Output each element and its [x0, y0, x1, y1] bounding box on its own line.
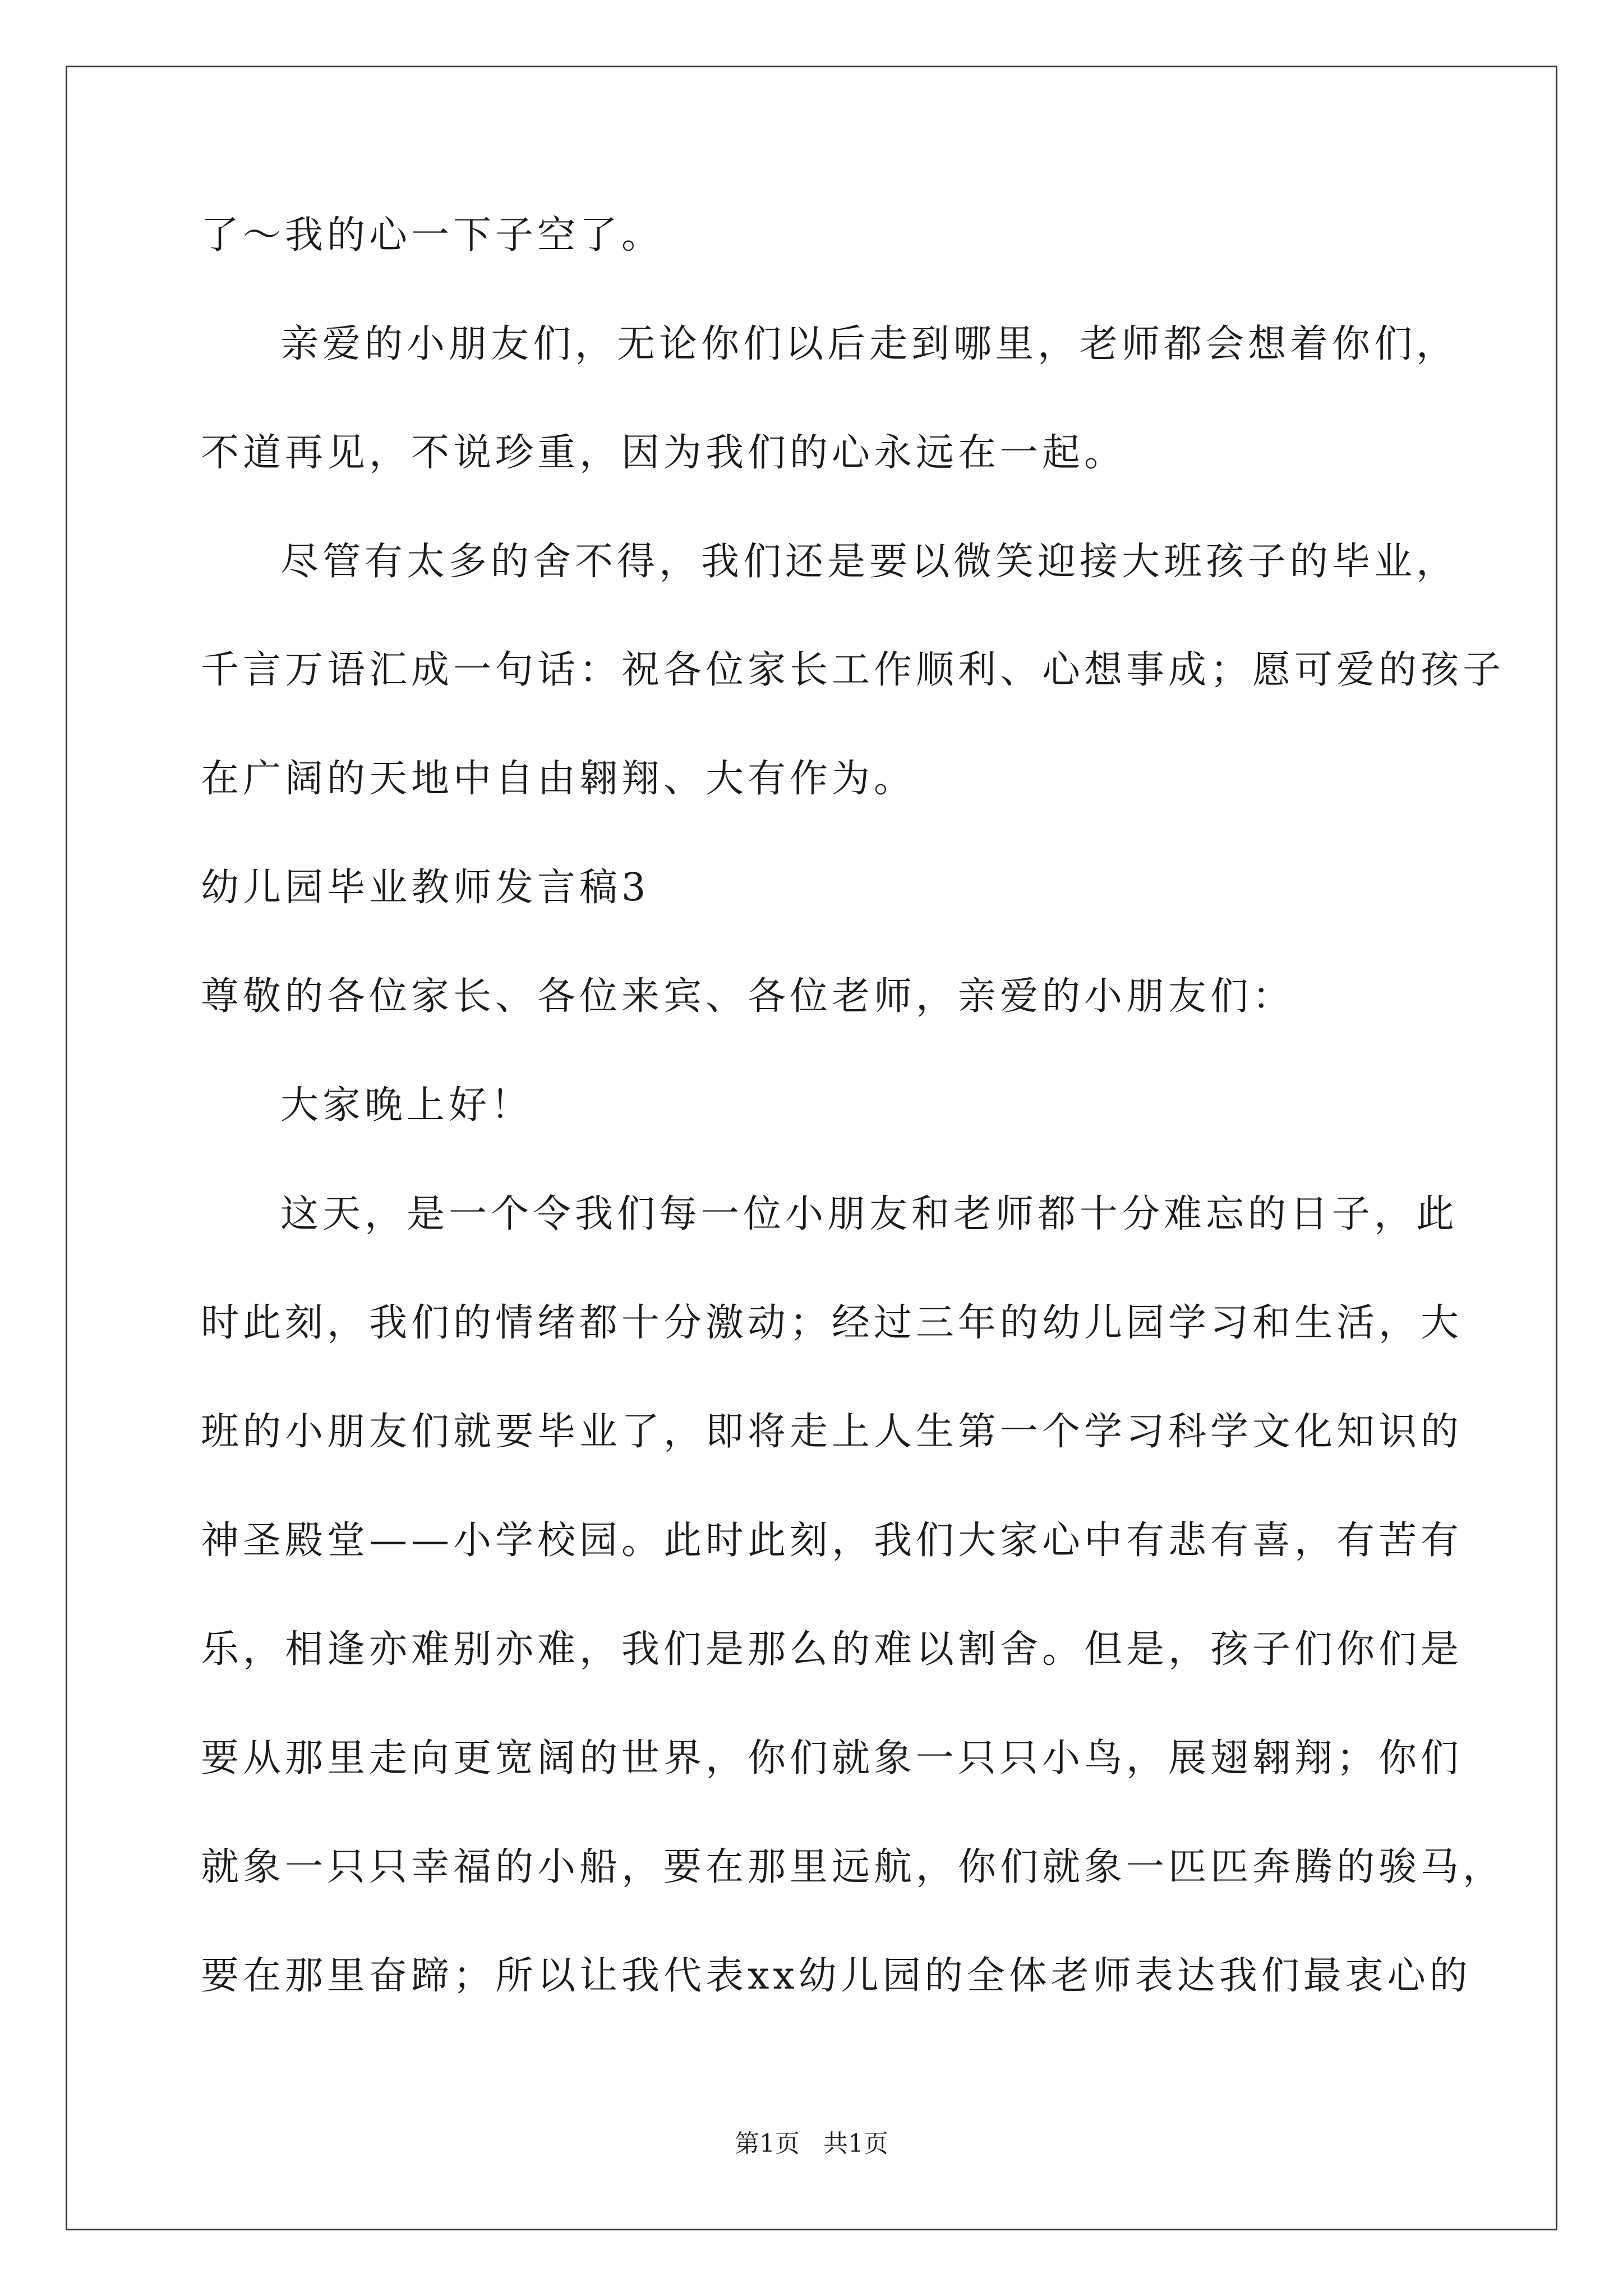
page-border [66, 66, 1557, 2230]
text-line: 要从那里走向更宽阔的世界，你们就象一只只小鸟，展翅翱翔；你们 [201, 1736, 1463, 1780]
section-heading: 幼儿园毕业教师发言稿3 [201, 866, 650, 910]
text-line: 在广阔的天地中自由翱翔、大有作为。 [201, 757, 916, 801]
text-line: 乐，相逢亦难别亦难，我们是那么的难以割舍。但是，孩子们你们是 [201, 1627, 1463, 1672]
text-line: 了～我的心一下子空了。 [201, 213, 664, 257]
text-line: 时此刻，我们的情绪都十分激动；经过三年的幼儿园学习和生活，大 [201, 1301, 1463, 1345]
text-line: 不道再见，不说珍重，因为我们的心永远在一起。 [201, 431, 1127, 475]
text-line: 亲爱的小朋友们，无论你们以后走到哪里，老师都会想着你们， [280, 322, 1459, 366]
text-line: 尽管有太多的舍不得，我们还是要以微笑迎接大班孩子的毕业， [280, 540, 1459, 584]
greeting: 大家晚上好！ [280, 1083, 533, 1128]
text-line: 要在那里奋蹄；所以让我代表xx幼儿园的全体老师表达我们最衷心的 [201, 1954, 1472, 1998]
text-line: 就象一只只幸福的小船，要在那里远航，你们就象一匹匹奔腾的骏马， [201, 1845, 1505, 1889]
text-line: 神圣殿堂——小学校园。此时此刻，我们大家心中有悲有喜，有苦有 [201, 1519, 1463, 1563]
text-line: 这天，是一个令我们每一位小朋友和老师都十分难忘的日子，此 [280, 1192, 1459, 1236]
text-line: 班的小朋友们就要毕业了，即将走上人生第一个学习科学文化知识的 [201, 1410, 1463, 1454]
page-number: 第1页 共1页 [735, 2129, 888, 2158]
text-line: 千言万语汇成一句话：祝各位家长工作顺利、心想事成；愿可爱的孩子 [201, 648, 1505, 692]
salutation: 尊敬的各位家长、各位来宾、各位老师，亲爱的小朋友们： [201, 974, 1295, 1019]
